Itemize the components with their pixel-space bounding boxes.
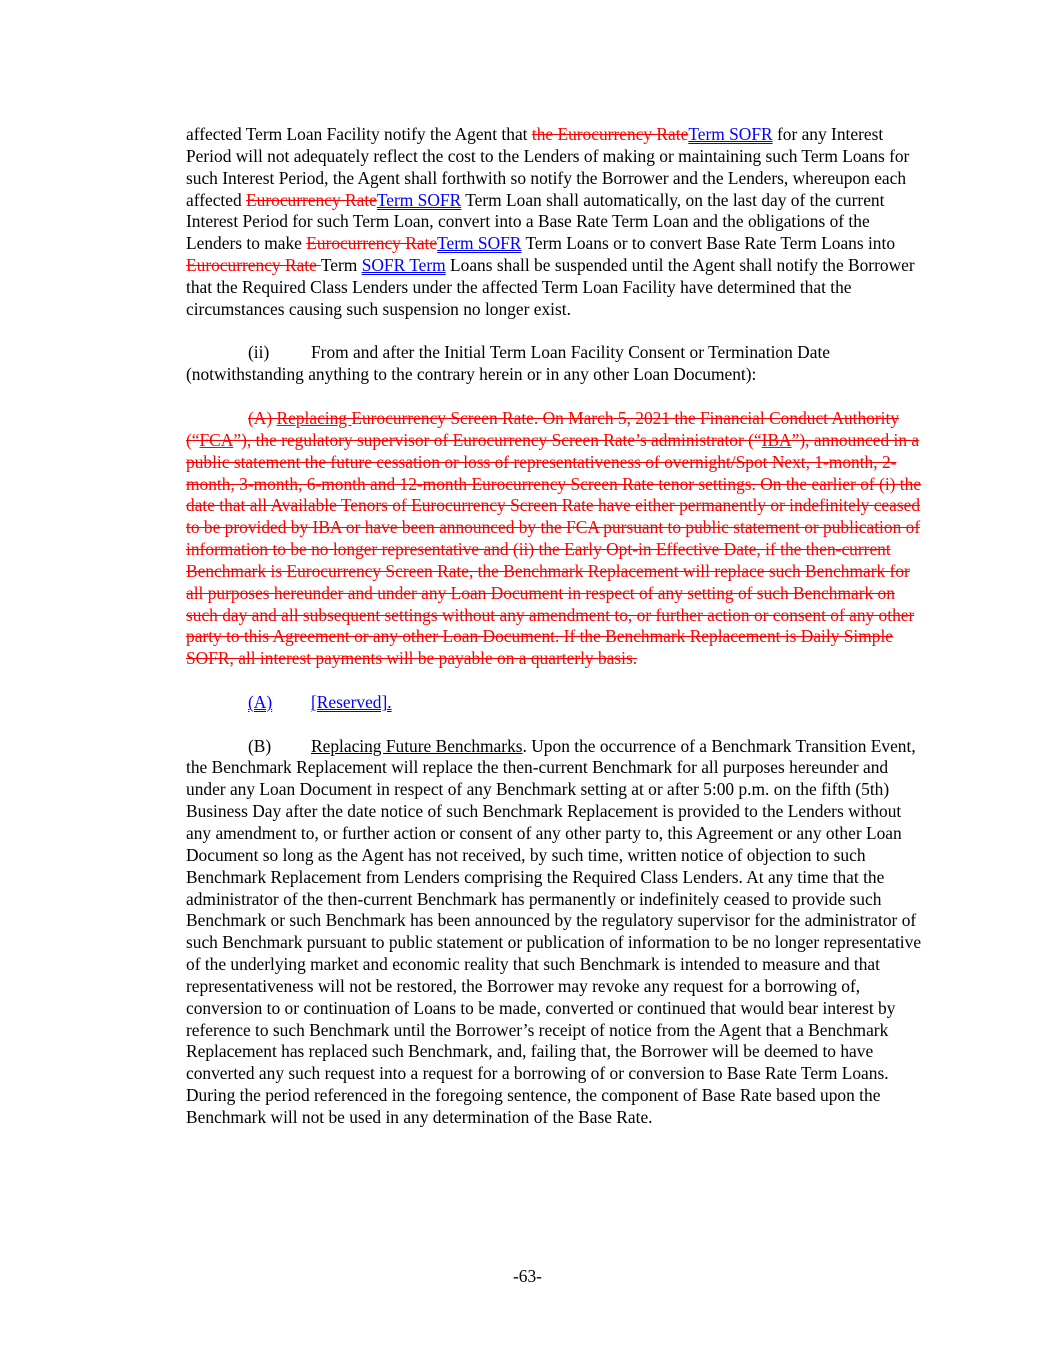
deleted-text: Eurocurrency Screen Rate. On March 5, 2021 the Financial Conduct Authority (“: [186, 407, 900, 450]
text-run: Term Loan shall automatically, on the last day of the current Interest Period for such Term Loan, convert into a Base Rate Term Loan and the obligations of the Lenders to make: [186, 189, 885, 254]
paragraph-inserted-clause-a: [186, 692, 924, 714]
paragraph-clause-b: [186, 736, 924, 1129]
deleted-text: Eurocurrency Rate: [306, 233, 438, 254]
text-run: affected Term Loan Facility notify the Agent that: [186, 124, 532, 144]
clause-heading: Replacing Future Benchmarks: [311, 735, 523, 756]
clause-number: (ii): [248, 342, 270, 363]
clause-number: (B): [248, 735, 272, 756]
deleted-heading: Replacing: [276, 407, 352, 428]
paragraph-term-sofr-suspension: [186, 124, 924, 321]
text-run: for any Interest Period will not adequately reflect the cost to the Lenders of making or maintaining such Term Loans for such Interest Period, the Agent shall forthwith so notify the Borrower and the Lenders, whereupon each affected: [186, 124, 910, 210]
deleted-text: Eurocurrency Rate: [246, 189, 377, 210]
deleted-text: (A): [248, 407, 277, 428]
paragraph-spacer: [186, 321, 924, 343]
deleted-text: ”), the regulatory supervisor of Eurocurrency Screen Rate’s administrator (“: [233, 429, 762, 450]
deleted-defined-term: IBA: [761, 429, 792, 450]
inserted-text: Term SOFR: [688, 124, 773, 144]
deleted-text: the Eurocurrency Rate: [531, 124, 689, 144]
paragraph-clause-ii: [186, 342, 924, 386]
paragraph-spacer: [186, 386, 924, 408]
page-number: -63-: [513, 1266, 542, 1286]
paragraph-spacer: [186, 714, 924, 736]
text-run: Loans shall be suspended until the Agent shall notify the Borrower that the Required Class Lenders under the affected Term Loan Facility have determined that the circumstances causing such suspension no longer exist.: [186, 255, 915, 319]
text-run: Term Loans or to convert Base Rate Term Loans into: [521, 233, 896, 254]
paragraph-spacer: [186, 670, 924, 692]
text-run: Term: [320, 255, 362, 276]
inserted-text: (A): [248, 691, 273, 712]
clause-number: [248, 692, 311, 714]
inserted-text: [Reserved].: [311, 691, 392, 712]
paragraph-deleted-clause-a: [186, 408, 924, 670]
deleted-text: ”), announced in a public statement the future cessation or loss of representativeness of overnight/Spot Next, 1-month, 2-month, 3-month, 6-month and 12-month Eurocurrency Screen Rate tenor settings. On the earlier of (i) the date that all Available Tenors of Eurocurrency Screen Rate have either permanently or indefinitely ceased to be provided by IBA or have been announced by the FCA pursuant to public statement or publication of information to be no longer representative and (ii) the Early Opt-in Effective Date, if the then-current Benchmark is Eurocurrency Screen Rate, the Benchmark Replacement will replace such Benchmark for all purposes hereunder and under any Loan Document in respect of any setting of such Benchmark on such day and all subsequent settings without any amendment to, or further action or consent of any other party to this Agreement or any other Loan Document. If the Benchmark Replacement is Daily Simple SOFR, all interest payments will be payable on a quarterly basis.: [186, 429, 922, 669]
document-page: [186, 124, 924, 1129]
inserted-text: Term SOFR: [376, 189, 462, 210]
inserted-text: Term SOFR: [437, 233, 522, 254]
clause-text: From and after the Initial Term Loan Facility Consent or Termination Date (notwithstanding anything to the contrary herein or in any other Loan Document):: [186, 342, 830, 385]
inserted-text: SOFR Term: [361, 255, 446, 276]
deleted-text: Eurocurrency Rate: [186, 255, 321, 276]
deleted-defined-term: FCA: [199, 429, 234, 450]
clause-text: . Upon the occurrence of a Benchmark Transition Event, the Benchmark Replacement will replace the then-current Benchmark for all purposes hereunder and under any Loan Document in respect of any Benchmark setting at or after 5:00 p.m. on the fifth (5th) Business Day after the date notice of such Benchmark Replacement is provided to the Lenders without any amendment to, or further action or consent of any other party to, this Agreement or any other Loan Document so long as the Agent has not received, by such time, written notice of objection to such Benchmark Replacement from Lenders comprising the Required Class Lenders. At any time that the administrator of the then-current Benchmark has permanently or indefinitely ceased to provide such Benchmark or such Benchmark has been announced by the regulatory supervisor for the administrator of such Benchmark pursuant to public statement or publication of information to be no longer representative of the underlying market and economic reality that such Benchmark is intended to measure and that representativeness will not be restored, the Borrower may revoke any request for a borrowing of, conversion to or continuation of Loans to be made, converted or continued that would bear interest by reference to such Benchmark until the Borrower’s receipt of notice from the Agent that a Benchmark Replacement has replaced such Benchmark, and, failing that, the Borrower will be deemed to have converted any such request into a request for a borrowing of or conversion to Base Rate Term Loans. During the period referenced in the foregoing sentence, the component of Base Rate based upon the Benchmark will not be used in any determination of the Base Rate.: [186, 735, 922, 1127]
